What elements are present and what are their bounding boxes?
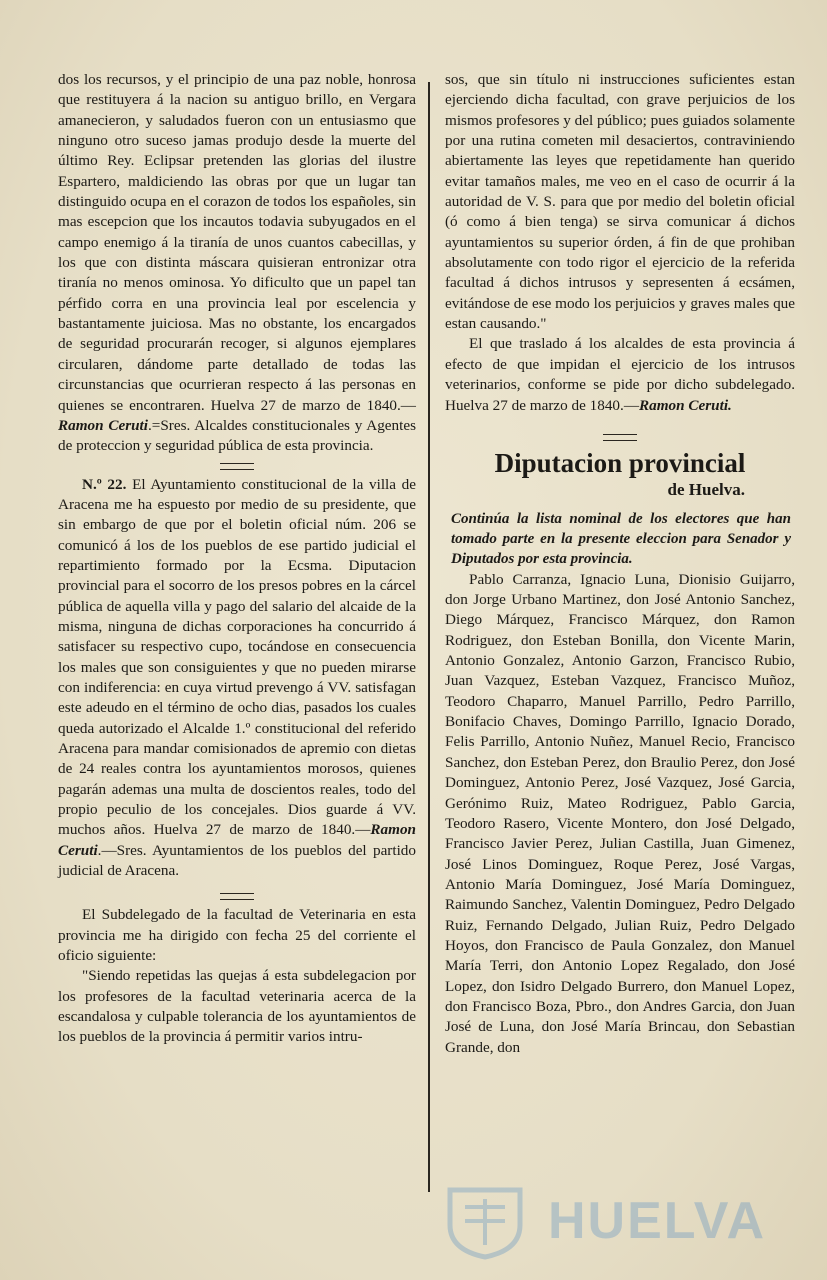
signature: Ramon Ceruti. <box>639 396 732 414</box>
paragraph-veterinaria: El Subdelegado de la facultad de Veterinaria en esta provincia me ha dirigido con fecha 25 del corriente el oficio siguiente: <box>58 906 416 965</box>
column-divider <box>428 82 430 1192</box>
left-column <box>58 70 416 1048</box>
addressees: .—Sres. Ayuntamientos de los pueblos del partido judicial de Aracena. <box>58 841 416 880</box>
addressees: .=Sres. Alcaldes constitucionales y Agentes de proteccion y seguridad pública de esta provincia. <box>58 416 416 455</box>
electors-list: Pablo Carranza, Ignacio Luna, Dionisio Guijarro, don Jorge Urbano Martinez, don José Antonio Sanchez, Diego Márquez, Francisco Márquez, don Ramon Rodriguez, don Esteban Bonilla, don Vicente Marin, Antonio Gonzalez, Antonio Garzon, Francisco Rubio, Juan Vazquez, Esteban Vazquez, Francisco Muñoz, Teodoro Chaparro, Manuel Parrillo, Pedro Parrillo, Bonifacio Chaves, Domingo Parrillo, Ignacio Dorado, Felis Parrillo, Antonio Nuñez, Manuel Recio, Francisco Sanchez, don Esteban Perez, don Braulio Perez, don José Dominguez, Antonio Perez, José Vazquez, José Garcia, Gerónimo Ruiz, Mateo Rodriguez, Pablo Garcia, Teodoro Rasero, Vicente Montero, don José Delgado, Francisco Javier Perez, Julian Castilla, Juan Gimenez, José Linos Dominguez, Roque Perez, José Vargas, Antonio María Dominguez, José María Dominguez, Raimundo Sanchez, Valentin Dominguez, Pedro Delgado Ruiz, Fernando Delgado, Julian Ruiz, Pedro Delgado Hoyos, don Francisco de Paula Gonzalez, don Manuel María Terri, don Antonio Lopez Regalado, don José Lopez, don Isidro Delgado Burrero, don Manuel Lopez, don Francisco Boza, Pbro., don Andres Garcia, don Juan José de Luna, don José María Brincau, don Sebastian Grande, don <box>445 570 795 1056</box>
watermark-logo <box>430 1185 767 1260</box>
shield-icon <box>430 1185 540 1260</box>
watermark-text: HUELVA <box>548 1192 767 1250</box>
paragraph-traslado <box>445 334 795 415</box>
separator-rule <box>220 463 254 470</box>
signature: Ramon Ceruti <box>58 416 148 434</box>
paragraph-quote-end: sos, que sin título ni instrucciones suficientes estan ejerciendo dicha facultad, con grave perjuicios de los mismos profesores y del público; pues guiados solamente por una rutina cometen mil desaciertos, contraviniendo abiertamente las leyes que repetidamente han querido evitar tamaños males, me veo en el caso de ocurrir á la autoridad de V. S. para que por medio del boletin oficial (ó como á bien tenga) se sirva comunicar á dichos ayuntamientos su superior órden, á fin de que prohiban absolutamente con todo rigor el ejercicio de la referida facultad á dichos intrusos y sepresenten á ecsámen, evitándose de ese modo los perjuicios y graves males que estan causando." <box>445 71 795 333</box>
paragraph-aracena <box>58 475 416 882</box>
right-column <box>445 70 795 1058</box>
section-lead: Continúa la lista nominal de los electores que han tomado parte en la presente eleccion para Senador y Diputados por esta provincia. <box>451 510 791 568</box>
paragraph-text: El Ayuntamiento constitucional de la villa de Aracena me ha espuesto por medio de su presidente, que sin embargo de que por el boletin oficial núm. 206 se comunicó á los de los pueblos de ese partido judicial el repartimiento formado por la Ecsma. Diputacion provincial para el socorro de los presos pobres en la cárcel pública de aquella villa y pago del salario del alcaide de la misma, ninguna de dichas corporaciones ha concurrido á satisfacer su respectivo cupo, tocándose en consecuencia los males que son consiguientes y que no pueden mirarse con indiferencia: en cuya virtud prevengo á VV. satisfagan este adeudo en el término de ocho dias, pasados los cuales queda autorizado el Alcalde 1.º constitucional del referido Aracena para mandar comisionados de apremio con dietas de 24 reales contra los ayuntamientos morosos, quienes pagarán ademas una multa de doscientos reales, todo del propio peculio de los concejales. Dios guarde á VV. muchos años. Huelva 27 de marzo de 1840.— <box>58 475 416 839</box>
section-subheading: de Huelva. <box>667 479 745 499</box>
paragraph-text: El que traslado á los alcaldes de esta provincia á efecto de que impidan el ejercicio de los intrusos veterinarios, conforme se pide por dicho subdelegado. Huelva 27 de marzo de 1840.— <box>445 335 795 414</box>
paragraph-text: dos los recursos, y el principio de una paz noble, honrosa que restituyera á la nacion su antiguo brillo, en Vergara amanecieron, y saludados fueron con un entusiasmo que ninguno otro suceso jamas produjo desde la muerte del último Rey. Eclipsar pretenden las glorias del ilustre Espartero, maldiciendo las obras por que un lugar tan distinguido ocupa en el corazon de todos los españoles, sin mas escepcion que los incautos todavia subyugados en el campo enemigo á la tiranía de unos cuantos cabecillas, y los que con distinta máscara quisieran entronizar otra tiranía no menos ominosa. Yo dificulto que un papel tan pérfido corra en una provincia leal por escelencia y bastantamente juiciosa. Mas no obstante, los encargados de seguridad procurarán recoger, si algunos ejemplares circularen, dándome parte detallado de todas las circunstancias que ocurrieran respecto á las personas en quienes se encontraren. Huelva 27 de marzo de 1840.— <box>58 71 416 414</box>
section-heading: Diputacion provincial <box>494 447 746 478</box>
notice-number: N.º 22. <box>82 475 127 493</box>
separator-rule <box>603 434 637 441</box>
separator-rule <box>220 893 254 900</box>
paragraph-quote-start: "Siendo repetidas las quejas á esta subdelegacion por los profesores de la facultad veterinaria acerca de la escandalosa y culpable tolerancia de los ayuntamientos de los pueblos de la provincia á permitir varios intru- <box>58 967 416 1046</box>
signature: Ramon Ceruti <box>58 821 416 859</box>
paragraph-espartero <box>58 70 416 457</box>
